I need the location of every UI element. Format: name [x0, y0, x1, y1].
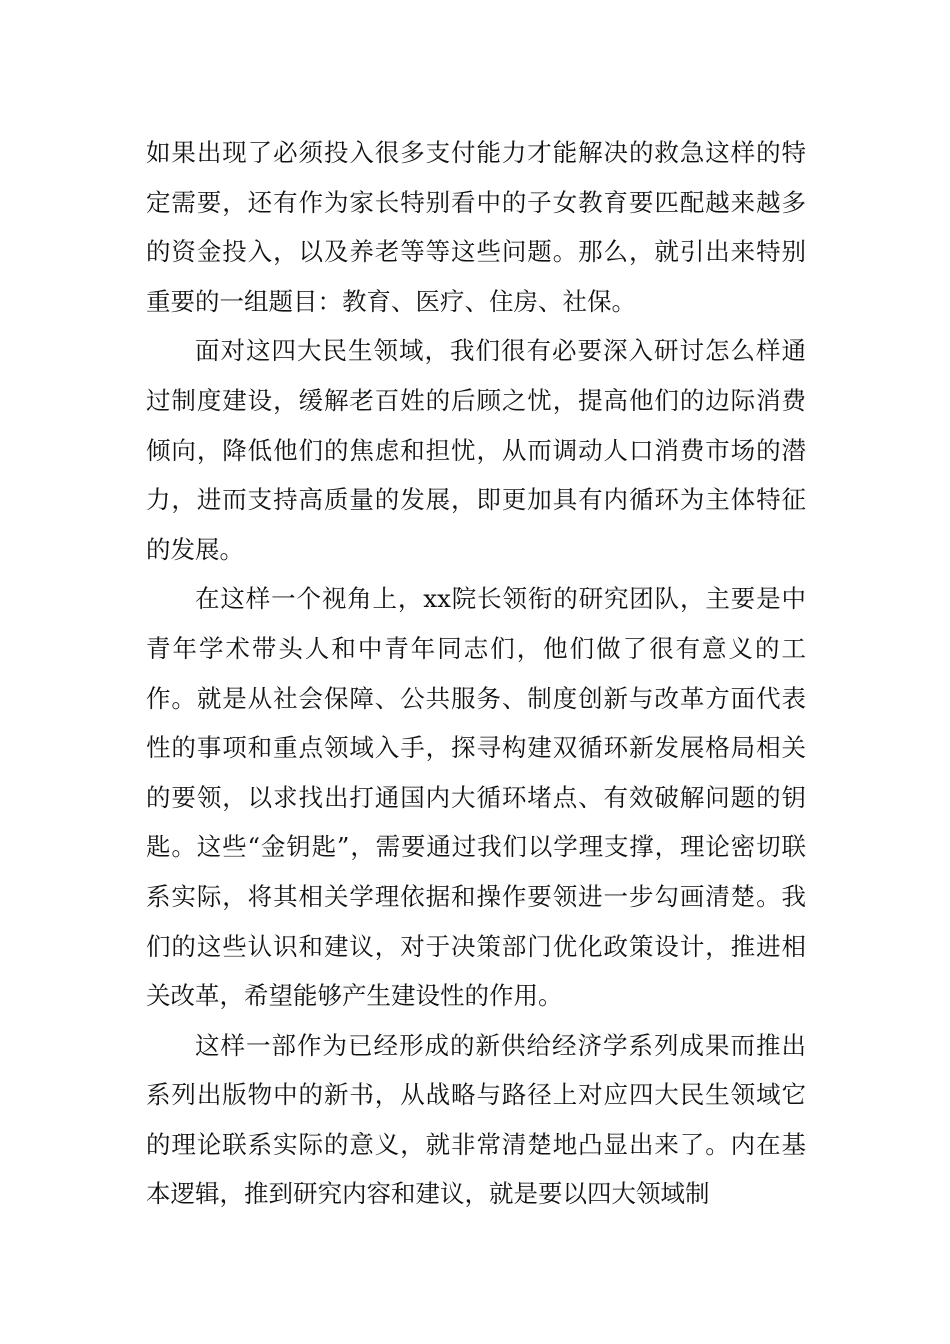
document-body [146, 128, 806, 1219]
paragraph-research-team: 在这样一个视角上，xx院长领衔的研究团队，主要是中青年学术带头人和中青年同志们，他们做了很有意义的工作。就是从社会保障、公共服务、制度创新与改革方面代表性的事项和重点领域入手，探寻构建双循环新发展格局相关的要领，以求找出打通国内大循环堵点、有效破解问题的钥匙。这些“金钥匙”，需要通过我们以学理支撑，理论密切联系实际，将其相关学理依据和操作要领进一步勾画清楚。我们的这些认识和建议，对于决策部门优化政策设计，推进相关改革，希望能够产生建设性的作用。 [146, 584, 806, 1011]
paragraph-continued: 如果出现了必须投入很多支付能力才能解决的救急这样的特定需要，还有作为家长特别看中的子女教育要匹配越来越多的资金投入，以及养老等等这些问题。那么，就引出来特别重要的一组题目：教育、医疗、住房、社保。 [146, 138, 806, 316]
paragraph-new-book: 这样一部作为已经形成的新供给经济学系列成果而推出系列出版物中的新书，从战略与路径上对应四大民生领域它的理论联系实际的意义，就非常清楚地凸显出来了。内在基本逻辑，推到研究内容和建议，就是要以四大领域制 [146, 1030, 806, 1209]
paragraph-four-livelihood-areas: 面对这四大民生领域，我们很有必要深入研讨怎么样通过制度建设，缓解老百姓的后顾之忧，提高他们的边际消费倾向，降低他们的焦虑和担忧，从而调动人口消费市场的潜力，进而支持高质量的发展，即更加具有内循环为主体特征的发展。 [146, 336, 806, 564]
